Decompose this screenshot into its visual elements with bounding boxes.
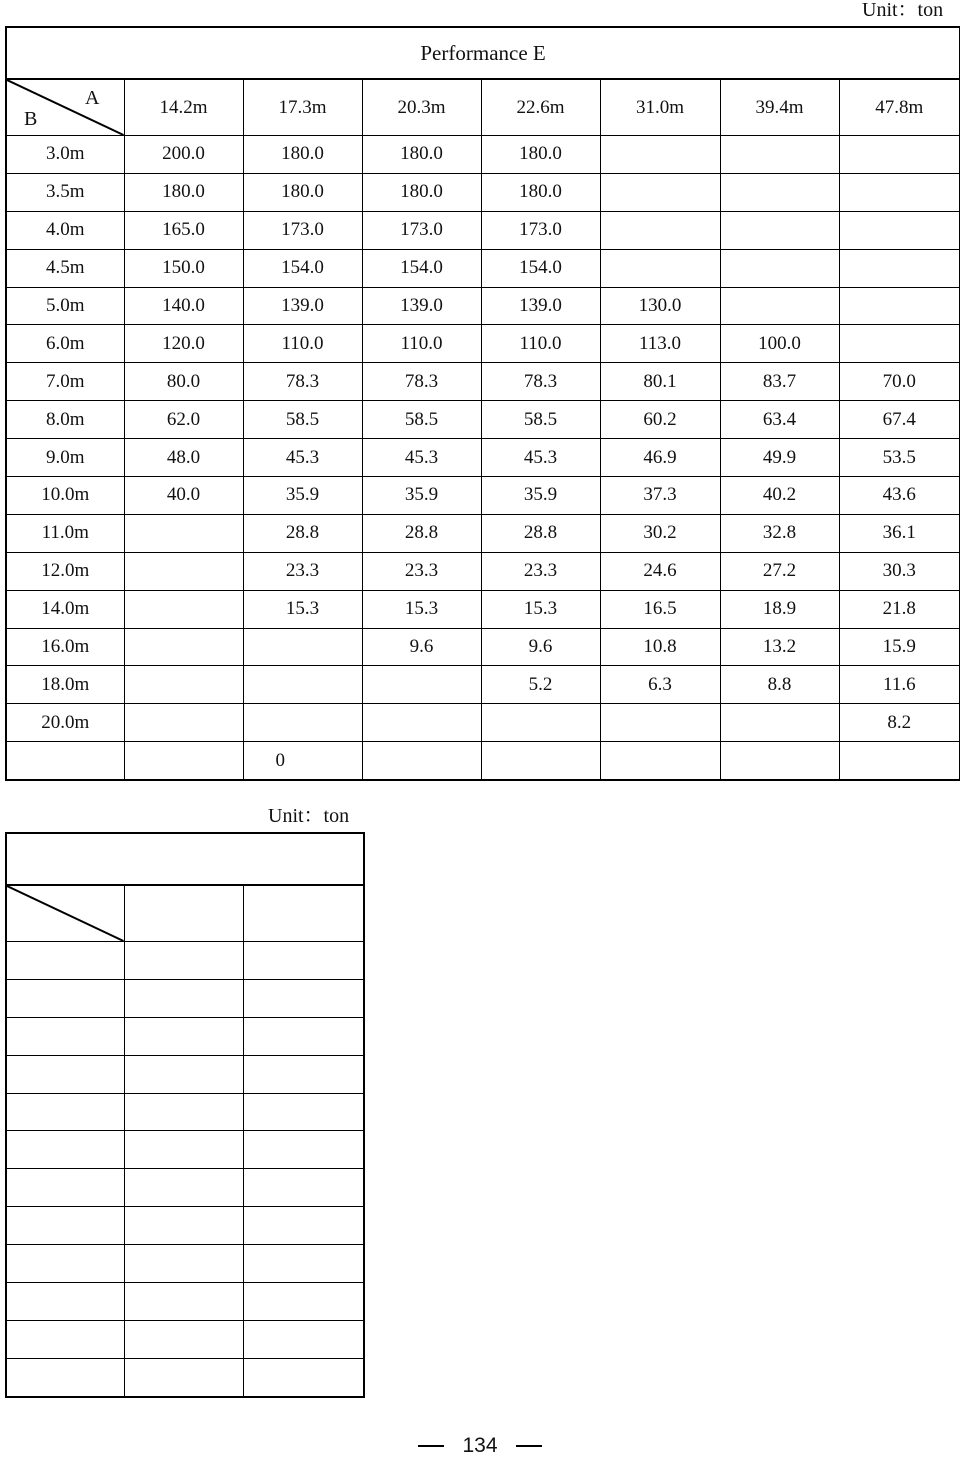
table-cell: 30.3 xyxy=(839,552,960,590)
column-header: 39.4m xyxy=(720,79,839,136)
footer-cell xyxy=(600,742,720,781)
table-cell xyxy=(720,211,839,249)
column-header: 47.8m xyxy=(839,79,960,136)
table-cell: 180.0 xyxy=(124,173,243,211)
footer-cell xyxy=(124,742,243,781)
blank-cell xyxy=(124,1131,243,1169)
row-radius: 12.0m xyxy=(6,552,124,590)
row-radius: 8.0m xyxy=(6,401,124,439)
footer-cell xyxy=(6,742,124,781)
table-cell: 10.8 xyxy=(600,628,720,666)
table-cell xyxy=(124,514,243,552)
column-header: 14.2m xyxy=(124,79,243,136)
blank-cell xyxy=(243,1283,364,1321)
table-row xyxy=(6,628,960,666)
blank-cell xyxy=(243,1169,364,1207)
blank-diagonal-cell xyxy=(6,885,124,942)
unit-label-second: Unit：ton xyxy=(268,805,350,827)
row-radius: 16.0m xyxy=(6,628,124,666)
blank-cell xyxy=(6,942,124,980)
table-cell: 23.3 xyxy=(362,552,481,590)
diagonal-header-cell xyxy=(6,79,124,136)
row-radius: 20.0m xyxy=(6,704,124,742)
table-cell: 36.1 xyxy=(839,514,960,552)
table-row xyxy=(6,363,960,401)
blank-cell xyxy=(6,1245,124,1283)
page-number xyxy=(0,1434,960,1458)
blank-cell xyxy=(243,979,364,1017)
table-cell: 53.5 xyxy=(839,439,960,477)
blank-cell xyxy=(6,1358,124,1396)
table-row xyxy=(6,211,960,249)
blank-cell xyxy=(6,1055,124,1093)
table-cell: 18.9 xyxy=(720,590,839,628)
table-cell: 16.5 xyxy=(600,590,720,628)
blank-cell xyxy=(243,1131,364,1169)
blank-cell xyxy=(243,1320,364,1358)
table-cell xyxy=(839,249,960,287)
row-radius: 4.0m xyxy=(6,211,124,249)
table-cell: 110.0 xyxy=(481,325,600,363)
table-cell xyxy=(600,136,720,174)
table-cell xyxy=(243,628,362,666)
blank-cell xyxy=(6,1017,124,1055)
table-cell xyxy=(124,666,243,704)
table-cell: 40.0 xyxy=(124,477,243,515)
table-cell: 48.0 xyxy=(124,439,243,477)
table-cell: 67.4 xyxy=(839,401,960,439)
table-cell: 15.3 xyxy=(362,590,481,628)
blank-header-cell xyxy=(243,885,364,942)
table-cell: 140.0 xyxy=(124,287,243,325)
table-cell: 32.8 xyxy=(720,514,839,552)
table-cell: 78.3 xyxy=(243,363,362,401)
blank-cell xyxy=(124,1169,243,1207)
table-cell xyxy=(600,704,720,742)
footer-cell xyxy=(720,742,839,781)
footer-row xyxy=(6,742,960,781)
table-cell xyxy=(839,173,960,211)
table-title: Performance E xyxy=(6,27,960,79)
blank-row xyxy=(6,1283,364,1321)
row-radius: 6.0m xyxy=(6,325,124,363)
table-cell: 139.0 xyxy=(243,287,362,325)
table-cell: 154.0 xyxy=(362,249,481,287)
table-cell: 8.2 xyxy=(839,704,960,742)
table-cell: 28.8 xyxy=(243,514,362,552)
table-cell xyxy=(839,325,960,363)
table-cell: 80.1 xyxy=(600,363,720,401)
footer-cell xyxy=(839,742,960,781)
blank-row xyxy=(6,979,364,1017)
table-cell: 130.0 xyxy=(600,287,720,325)
table-cell: 6.3 xyxy=(600,666,720,704)
table-cell: 45.3 xyxy=(481,439,600,477)
page-number-text: 134 xyxy=(462,1434,498,1457)
footer-cell xyxy=(243,742,362,781)
blank-cell xyxy=(243,1055,364,1093)
blank-table-title xyxy=(6,833,364,885)
table-cell: 28.8 xyxy=(362,514,481,552)
table-cell: 23.3 xyxy=(481,552,600,590)
dash-right xyxy=(516,1445,542,1447)
blank-cell xyxy=(243,1017,364,1055)
table-cell: 9.6 xyxy=(481,628,600,666)
blank-cell xyxy=(124,942,243,980)
table-cell xyxy=(124,628,243,666)
table-cell: 173.0 xyxy=(481,211,600,249)
row-radius: 5.0m xyxy=(6,287,124,325)
table-cell: 62.0 xyxy=(124,401,243,439)
table-row xyxy=(6,477,960,515)
table-cell: 173.0 xyxy=(362,211,481,249)
table-cell: 43.6 xyxy=(839,477,960,515)
table-cell xyxy=(600,211,720,249)
column-header: 17.3m xyxy=(243,79,362,136)
row-radius: 18.0m xyxy=(6,666,124,704)
blank-row xyxy=(6,1358,364,1396)
table-cell: 11.6 xyxy=(839,666,960,704)
table-cell: 180.0 xyxy=(243,173,362,211)
table-cell xyxy=(124,704,243,742)
table-cell: 83.7 xyxy=(720,363,839,401)
blank-table xyxy=(5,832,365,1398)
table-cell: 40.2 xyxy=(720,477,839,515)
table-cell: 30.2 xyxy=(600,514,720,552)
table-cell: 35.9 xyxy=(481,477,600,515)
column-header: 31.0m xyxy=(600,79,720,136)
column-header: 22.6m xyxy=(481,79,600,136)
blank-cell xyxy=(6,1283,124,1321)
blank-cell xyxy=(124,1283,243,1321)
table-cell: 110.0 xyxy=(362,325,481,363)
table-cell: 70.0 xyxy=(839,363,960,401)
table-cell: 58.5 xyxy=(243,401,362,439)
blank-cell xyxy=(124,1093,243,1131)
blank-cell xyxy=(124,1055,243,1093)
table-cell: 60.2 xyxy=(600,401,720,439)
blank-cell xyxy=(6,1093,124,1131)
row-radius: 7.0m xyxy=(6,363,124,401)
blank-cell xyxy=(124,1207,243,1245)
table-cell: 27.2 xyxy=(720,552,839,590)
row-radius: 11.0m xyxy=(6,514,124,552)
blank-cell xyxy=(243,1207,364,1245)
table-cell: 15.3 xyxy=(481,590,600,628)
blank-row xyxy=(6,942,364,980)
unit-label-top: Unit：ton xyxy=(862,0,944,21)
table-cell: 113.0 xyxy=(600,325,720,363)
table-cell: 139.0 xyxy=(362,287,481,325)
table-cell: 58.5 xyxy=(362,401,481,439)
table-cell: 180.0 xyxy=(481,136,600,174)
table-cell xyxy=(720,249,839,287)
footer-cell xyxy=(481,742,600,781)
row-radius: 4.5m xyxy=(6,249,124,287)
axis-label-b: B xyxy=(24,108,38,130)
blank-row xyxy=(6,1169,364,1207)
table-cell: 180.0 xyxy=(481,173,600,211)
table-cell: 37.3 xyxy=(600,477,720,515)
table-row xyxy=(6,287,960,325)
blank-row xyxy=(6,1131,364,1169)
table-cell xyxy=(839,211,960,249)
row-radius: 9.0m xyxy=(6,439,124,477)
table-row xyxy=(6,666,960,704)
footer-cell xyxy=(362,742,481,781)
table-cell: 80.0 xyxy=(124,363,243,401)
table-cell xyxy=(839,136,960,174)
table-row xyxy=(6,173,960,211)
blank-cell xyxy=(124,979,243,1017)
table-cell xyxy=(839,287,960,325)
table-cell: 8.8 xyxy=(720,666,839,704)
table-cell: 150.0 xyxy=(124,249,243,287)
blank-cell xyxy=(6,979,124,1017)
table-cell: 120.0 xyxy=(124,325,243,363)
blank-cell xyxy=(243,1245,364,1283)
table-row xyxy=(6,704,960,742)
table-cell: 5.2 xyxy=(481,666,600,704)
blank-row xyxy=(6,1017,364,1055)
table-cell: 9.6 xyxy=(362,628,481,666)
table-cell: 180.0 xyxy=(243,136,362,174)
table-row xyxy=(6,552,960,590)
table-cell xyxy=(124,552,243,590)
dash-left xyxy=(418,1445,444,1447)
row-radius: 14.0m xyxy=(6,590,124,628)
row-radius: 3.5m xyxy=(6,173,124,211)
table-cell: 78.3 xyxy=(362,363,481,401)
blank-cell xyxy=(243,1358,364,1396)
table-cell: 110.0 xyxy=(243,325,362,363)
table-cell: 21.8 xyxy=(839,590,960,628)
footer-value: 0 xyxy=(275,750,285,772)
table-row xyxy=(6,136,960,174)
blank-cell xyxy=(124,1320,243,1358)
blank-cell xyxy=(6,1207,124,1245)
table-cell: 58.5 xyxy=(481,401,600,439)
table-cell: 13.2 xyxy=(720,628,839,666)
table-cell xyxy=(243,704,362,742)
table-row xyxy=(6,325,960,363)
table-cell: 63.4 xyxy=(720,401,839,439)
row-radius: 10.0m xyxy=(6,477,124,515)
blank-cell xyxy=(6,1131,124,1169)
table-cell: 173.0 xyxy=(243,211,362,249)
blank-cell xyxy=(124,1017,243,1055)
table-cell: 154.0 xyxy=(481,249,600,287)
table-cell xyxy=(600,173,720,211)
table-cell: 45.3 xyxy=(362,439,481,477)
blank-cell xyxy=(243,1093,364,1131)
table-cell xyxy=(720,704,839,742)
table-cell: 49.9 xyxy=(720,439,839,477)
table-cell: 100.0 xyxy=(720,325,839,363)
table-cell xyxy=(720,173,839,211)
table-cell xyxy=(600,249,720,287)
blank-row xyxy=(6,1093,364,1131)
table-row xyxy=(6,249,960,287)
table-cell: 45.3 xyxy=(243,439,362,477)
table-cell: 200.0 xyxy=(124,136,243,174)
table-row xyxy=(6,590,960,628)
row-radius: 3.0m xyxy=(6,136,124,174)
column-header: 20.3m xyxy=(362,79,481,136)
table-cell: 28.8 xyxy=(481,514,600,552)
table-cell: 180.0 xyxy=(362,136,481,174)
table-cell xyxy=(362,704,481,742)
table-cell: 23.3 xyxy=(243,552,362,590)
blank-cell xyxy=(243,942,364,980)
table-cell: 78.3 xyxy=(481,363,600,401)
performance-table xyxy=(5,26,960,781)
table-cell xyxy=(720,287,839,325)
blank-row xyxy=(6,1245,364,1283)
blank-cell xyxy=(124,1245,243,1283)
table-cell: 154.0 xyxy=(243,249,362,287)
table-row xyxy=(6,514,960,552)
table-cell: 24.6 xyxy=(600,552,720,590)
table-cell: 139.0 xyxy=(481,287,600,325)
table-cell: 35.9 xyxy=(243,477,362,515)
table-cell xyxy=(362,666,481,704)
table-cell xyxy=(243,666,362,704)
table-cell: 35.9 xyxy=(362,477,481,515)
diagonal-line xyxy=(7,886,124,941)
axis-label-a: A xyxy=(85,87,100,109)
table-cell: 180.0 xyxy=(362,173,481,211)
table-cell: 15.9 xyxy=(839,628,960,666)
blank-header-cell xyxy=(124,885,243,942)
table-cell xyxy=(720,136,839,174)
blank-cell xyxy=(6,1320,124,1358)
table-cell: 165.0 xyxy=(124,211,243,249)
blank-cell xyxy=(124,1358,243,1396)
blank-row xyxy=(6,1055,364,1093)
table-cell: 46.9 xyxy=(600,439,720,477)
blank-row xyxy=(6,1207,364,1245)
table-cell xyxy=(124,590,243,628)
header-row xyxy=(6,79,960,136)
table-row xyxy=(6,401,960,439)
blank-cell xyxy=(6,1169,124,1207)
table-cell: 15.3 xyxy=(243,590,362,628)
table-row xyxy=(6,439,960,477)
blank-row xyxy=(6,1320,364,1358)
table-cell xyxy=(481,704,600,742)
